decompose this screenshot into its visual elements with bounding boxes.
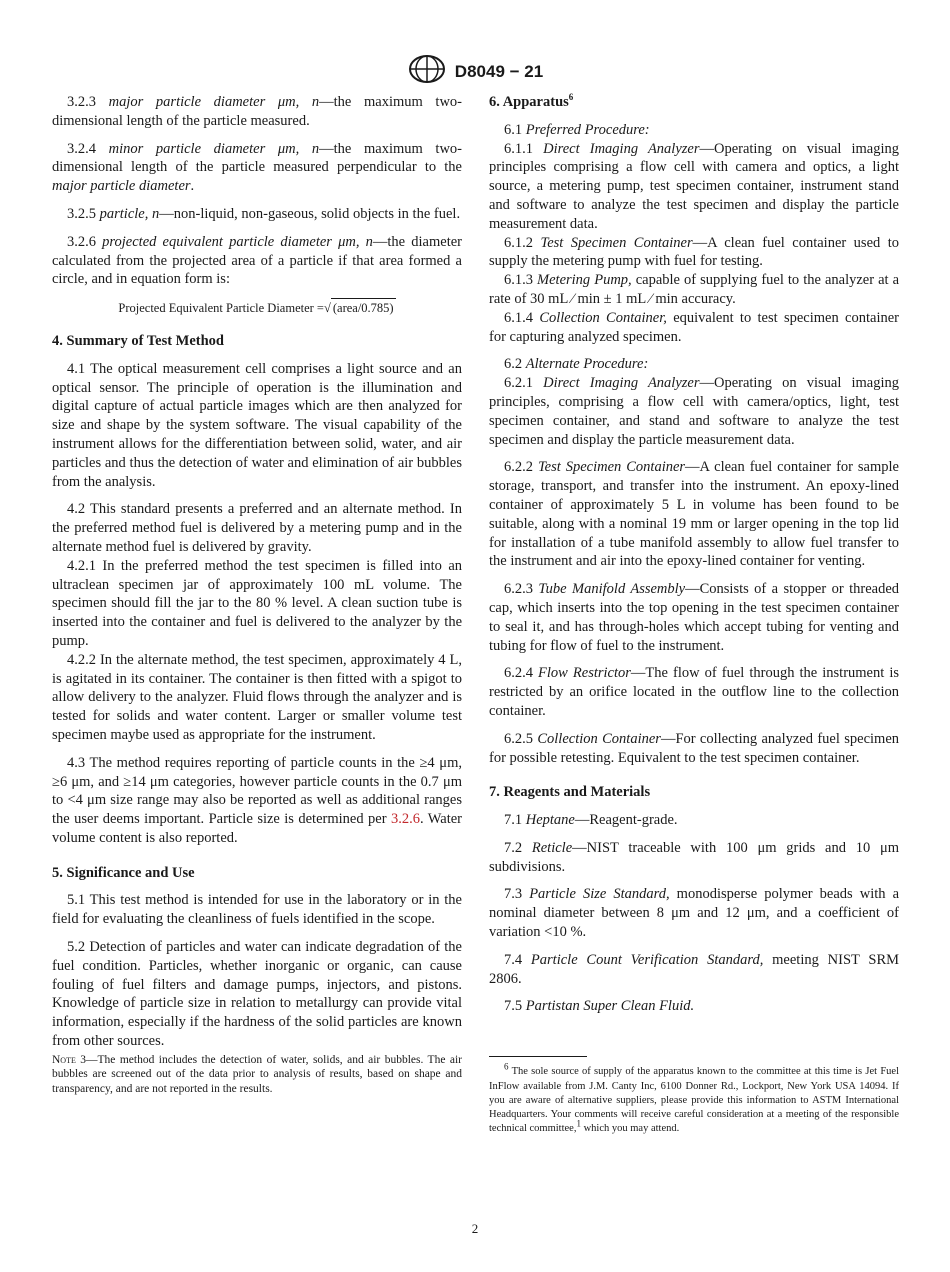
para-7-1: 7.1 Heptane—Reagent-grade. <box>504 812 678 829</box>
para-6-2-4: 6.2.4 Flow Restrictor—The flow of fuel through the instrument is restricted by an orifice located in the outflow line to the collection container. <box>489 665 899 719</box>
para-4-1: 4.1 The optical measurement cell comprises a light source and an optical sensor. The principle of operation is the illumination and digital capture of actual particle images which are then analyzed for size and shape by the system software. The visual capability of the instrument allows for the differentiation between solid, water, and air particles and thus the detection of water and elimination of air bubbles from the analysis. <box>52 360 462 490</box>
para-5-1: 5.1 This test method is intended for use in the laboratory or in the field for evaluating the cleanliness of fuels identified in the scope. <box>52 892 462 928</box>
para-7-4: 7.4 Particle Count Verification Standard, meeting NIST SRM 2806. <box>489 951 900 987</box>
para-6-2: 6.2 Alternate Procedure: <box>504 356 649 373</box>
para-6-2-5: 6.2.5 Collection Container—For collecting analyzed fuel specimen for possible retesting. Equivalent to the test specimen container. <box>489 730 900 766</box>
para-5-2: 5.2 Detection of particles and water can indicate degradation of the fuel condition. Particles, whether inorganic or organic, can cause fouling of fuel filters and damage pumps, injectors, and pistons. Knowledge of particle size in relation to metallurgy can provide vital information, especially if the hardness of the solid particles are known from other sources. <box>52 939 462 1050</box>
section-7-heading: 7. Reagents and Materials <box>489 784 651 801</box>
para-7-5: 7.5 Partistan Super Clean Fluid. <box>504 998 695 1015</box>
para-6-2-3: 6.2.3 Tube Manifold Assembly—Consists of a stopper or threaded cap, which inserts into the top opening in the test specimen container to seal it, and has through-holes which accept tubing for venting and tubing for flow of fuel to the instrument. <box>489 581 900 654</box>
section-3-2-6-link[interactable]: 3.2.6 <box>390 811 420 828</box>
para-3-2-6: 3.2.6 projected equivalent particle diameter μm, n—the diameter calculated from the projected area of a particle if that area formed a circle, and in equation form is: <box>52 233 462 288</box>
footnote-divider <box>489 1056 587 1057</box>
section-5-heading: 5. Significance and Use <box>52 864 195 881</box>
para-4-2: 4.2 This standard presents a preferred and an alternate method. In the preferred method fuel is delivered by a metering pump and in the alternate method fuel is delivered by gravity. <box>52 501 462 555</box>
page-number: 2 <box>471 1221 479 1236</box>
footnote-6: $^6$ The sole source of supply of the apparatus known to the committee at this time is Jet Fuel InFlow available from J.M. Canty Inc, 6100 Donner Rd., Lockport, New York USA 14094. If you are aware of alternative suppliers, please provide this information to ASTM International Headquarters. Your comments will receive careful consideration at a meeting of the responsible technical committee,$^1$ which you may attend. <box>489 1061 899 1135</box>
para-6-1-3: 6.1.3 Metering Pump, capable of supplying fuel to the analyzer at a rate of 30 mL ⁄ min ± 1 mL ⁄ min accuracy. <box>489 272 900 307</box>
para-6-2-1: 6.2.1 Direct Imaging Analyzer—Operating on visual imaging principles, comprising a flow cell with camera/optics, light, test specimen container, and stand and software to analyze the test specimen and display the particle measurement data. <box>489 375 899 448</box>
astm-logo-icon <box>407 54 447 89</box>
page-header <box>0 54 950 89</box>
para-6-1-2: 6.1.2 Test Specimen Container—A clean fuel container used to supply the metering pump with fuel for testing. <box>489 234 899 270</box>
para-4-2-1: 4.2.1 In the preferred method the test specimen is filled into an ultraclean specimen jar of approximately 100 mL volume. The specimen should fill the jar to the 80 % level. A clean suction tube is inserted into the container and fuel is delivered to the analyzer by the pump. <box>52 557 462 649</box>
para-3-2-3: 3.2.3 major particle diameter μm, n—the maximum two-dimensional length of the particle measured. <box>52 94 462 129</box>
standard-designation: D8049 − 21 <box>454 61 544 81</box>
equation: Projected Equivalent Particle Diameter =√ (area/0.785) <box>52 298 462 318</box>
section-4-heading: 4. Summary of Test Method <box>52 332 224 349</box>
section-6-heading: 6. Apparatus$^6$ <box>489 92 574 110</box>
para-4-3: 4.3 The method requires reporting of particle counts in the ≥4 μm, ≥6 μm, and ≥14 μm categories, however particle counts in the 0.7 μm to <4 μm size range may also be reported as well as additional ranges the user deems important. Particle size is determined per 3.2.6. Water volume content is also reported. <box>52 754 462 846</box>
para-6-2-2: 6.2.2 Test Specimen Container—A clean fuel container for sample storage, transport, and transfer into the instrument. An epoxy-lined container of approximately 5 L in volume has been found to be suitable, along with a nominal 19 mm or larger opening in the top lid for installation of a tube manifold assembly to allow fuel transfer to the instrument and air into the epoxy-lined container for venting. <box>489 459 899 570</box>
para-3-2-5: 3.2.5 particle, n—non-liquid, non-gaseous, solid objects in the fuel. <box>67 205 461 222</box>
right-column <box>489 93 899 1137</box>
para-6-1-1: 6.1.1 Direct Imaging Analyzer—Operating on visual imaging principles comprising a flow cell with camera and optics, a light source, a metering pump, test specimen container, instrument stand and software to analyze the test specimen and display the particle measurement data. <box>489 140 899 232</box>
para-6-1: 6.1 Preferred Procedure: <box>504 121 650 138</box>
note-3: Note 3—The method includes the detection of water, solids, and air bubbles. The air bubbles are screened out of the data prior to analysis of results, based on shape and transparency, and are not reported in the results. <box>52 1053 462 1095</box>
para-4-2-2: 4.2.2 In the alternate method, the test specimen, approximately 4 L, is agitated in its container. The container is then fitted with a spigot to allow delivery to the analyzer. Fluid flows through the analyzer and is tested for solids and water content. Larger or smaller volume test specimen maybe used as appropriate for the instrument. <box>52 651 462 743</box>
para-7-2: 7.2 Reticle—NIST traceable with 100 μm grids and 10 μm subdivisions. <box>489 839 900 875</box>
left-column <box>52 93 462 1105</box>
para-7-3: 7.3 Particle Size Standard, monodisperse polymer beads with a nominal diameter between 8 μm and 12 μm, and a coefficient of variation <10 %. <box>489 886 900 941</box>
para-3-2-4: 3.2.4 minor particle diameter μm, n—the maximum two-dimensional length of the particle measured perpendicular to the major particle diameter. <box>52 140 462 195</box>
para-6-1-4: 6.1.4 Collection Container, equivalent to test specimen container for capturing analyzed specimen. <box>489 309 900 345</box>
